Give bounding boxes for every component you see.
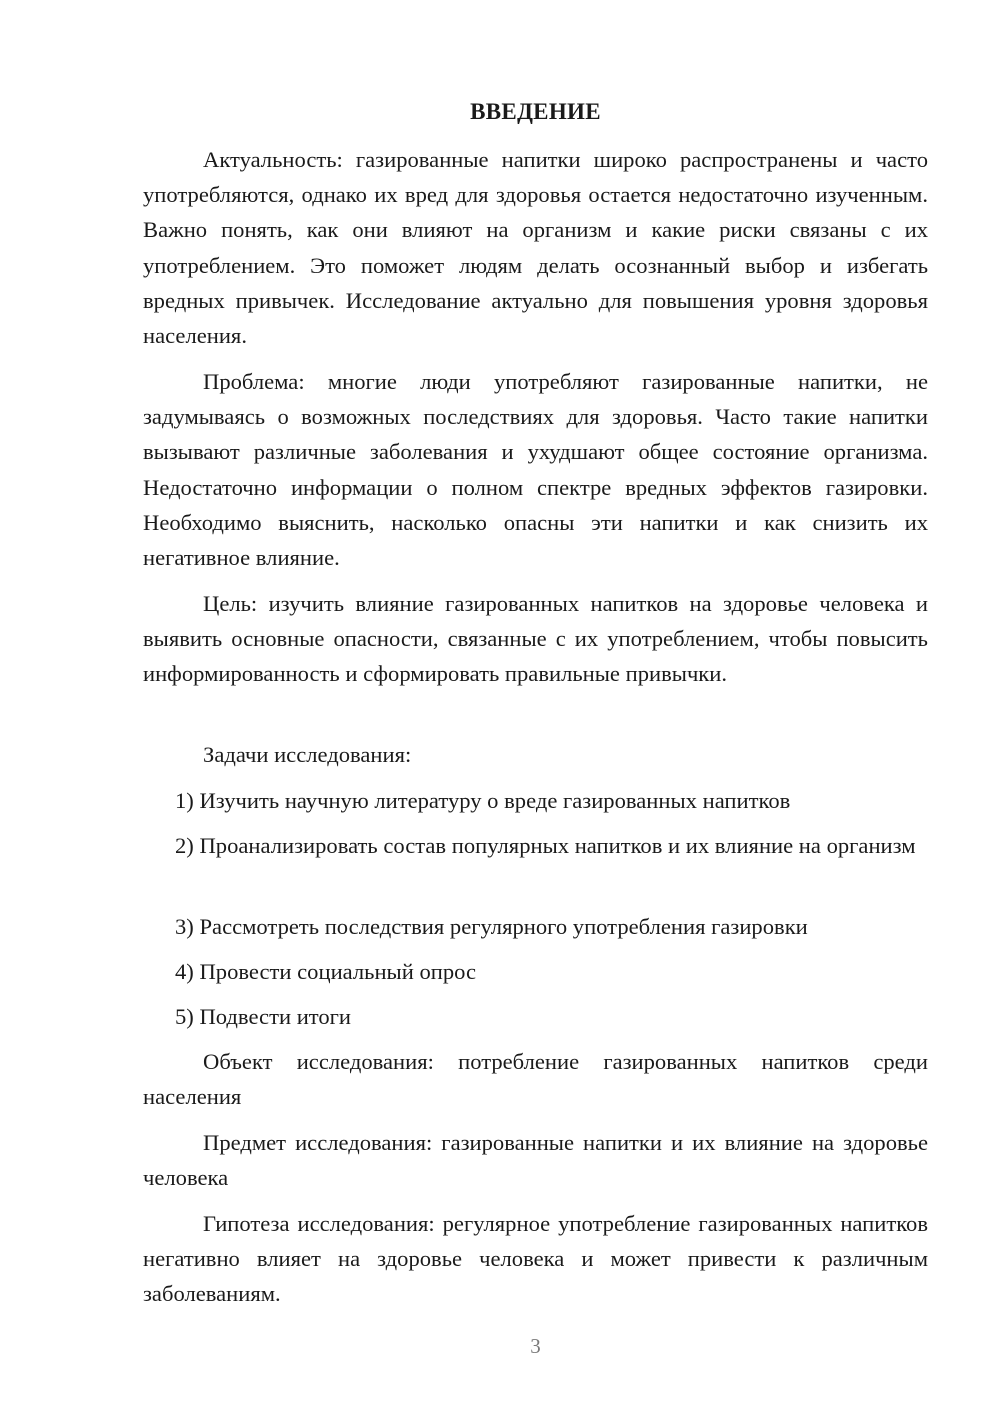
paragraph-relevance: Актуальность: газированные напитки широко распространены и часто употребляются, однако их вред для здоровья остается недостаточно изученным. Важно понять, как они влияют на организм и какие риски связаны с их употреблением. Это поможет людям делать осознанный выбор и избегать вредных привычек. Исследование актуально для повышения уровня здоровья населения. <box>143 147 928 349</box>
paragraph-goal: Цель: изучить влияние газированных напитков на здоровье человека и выявить основные опасности, связанные с их употреблением, чтобы повысить информированность и сформировать правильные привычки. <box>143 591 928 687</box>
task-item: 4) Провести социальный опрос <box>175 959 477 984</box>
paragraph-subject: Предмет исследования: газированные напитки и их влияние на здоровье человека <box>143 1130 928 1191</box>
paragraph-object: Объект исследования: потребление газированных напитков среди населения <box>143 1049 928 1110</box>
paragraph-hypothesis: Гипотеза исследования: регулярное употребление газированных напитков негативно влияет на здоровье человека и может привести к различным заболеваниям. <box>143 1211 928 1307</box>
task-item: 1) Изучить научную литературу о вреде газированных напитков <box>175 788 791 813</box>
task-item: 2) Проанализировать состав популярных напитков и их влияние на организм <box>175 833 916 858</box>
task-item: 5) Подвести итоги <box>175 1004 352 1029</box>
page-number: 3 <box>530 1334 541 1358</box>
page-title: ВВЕДЕНИЕ <box>470 99 601 124</box>
task-item: 3) Рассмотреть последствия регулярного употребления газировки <box>175 914 808 939</box>
tasks-title: Задачи исследования: <box>203 742 412 767</box>
paragraph-problem: Проблема: многие люди употребляют газированные напитки, не задумываясь о возможных последствиях для здоровья. Часто такие напитки вызывают различные заболевания и ухудшают общее состояние организма. Недостаточно информации о полном спектре вредных эффектов газировки. Необходимо выяснить, насколько опасны эти напитки и как снизить их негативное влияние. <box>143 369 928 571</box>
